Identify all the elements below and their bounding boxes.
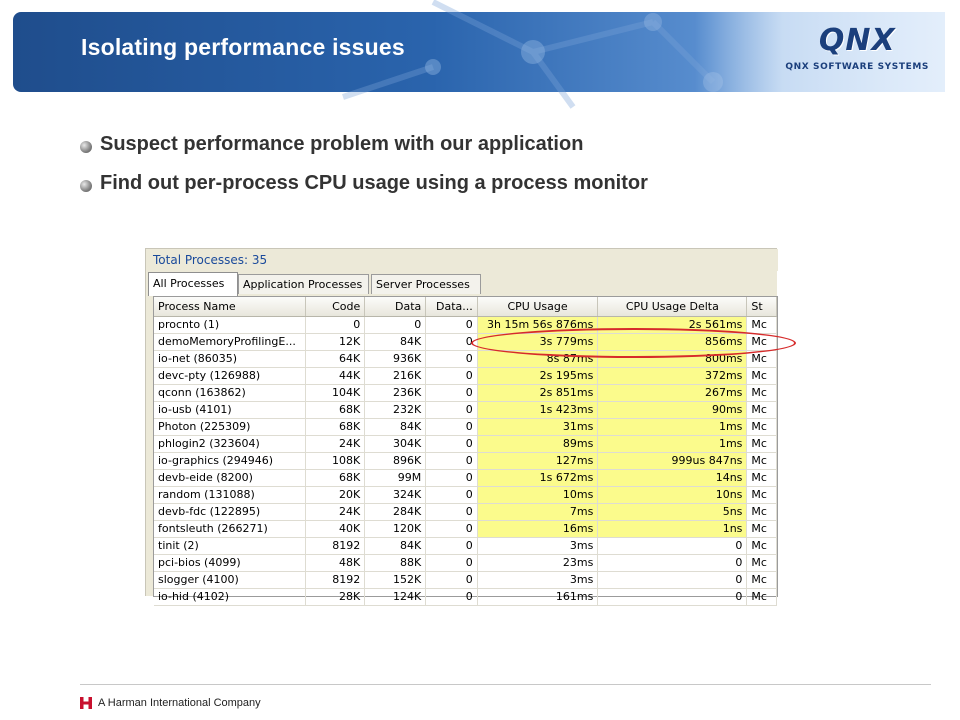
column-header-cpu-usage-delta[interactable]: CPU Usage Delta bbox=[598, 297, 747, 317]
bullet-dot-icon bbox=[80, 180, 92, 192]
table-cell-data-extra: 0 bbox=[426, 470, 478, 487]
table-cell-state: Mc bbox=[747, 589, 777, 606]
table-cell-state: Mc bbox=[747, 334, 777, 351]
table-cell-state: Mc bbox=[747, 521, 777, 538]
table-cell-cpu-usage-delta: 1ms bbox=[598, 436, 747, 453]
table-cell-data-extra: 0 bbox=[426, 487, 478, 504]
table-cell-process-name: random (131088) bbox=[154, 487, 306, 504]
table-cell-state: Mc bbox=[747, 351, 777, 368]
bullet-item bbox=[80, 125, 648, 164]
table-cell-data: 216K bbox=[365, 368, 426, 385]
bullet-text: Find out per-process CPU usage using a process monitor bbox=[100, 172, 648, 194]
table-row[interactable] bbox=[154, 334, 777, 351]
tab-application-processes[interactable]: Application Processes bbox=[238, 274, 369, 294]
table-cell-process-name: io-usb (4101) bbox=[154, 402, 306, 419]
table-cell-data: 124K bbox=[365, 589, 426, 606]
table-cell-cpu-usage: 3h 15m 56s 876ms bbox=[477, 317, 598, 334]
total-processes-label: Total Processes: 35 bbox=[146, 249, 778, 271]
table-cell-cpu-usage-delta: 0 bbox=[598, 589, 747, 606]
table-cell-process-name: devc-pty (126988) bbox=[154, 368, 306, 385]
table-row[interactable] bbox=[154, 402, 777, 419]
table-row[interactable] bbox=[154, 317, 777, 334]
table-row[interactable] bbox=[154, 487, 777, 504]
table-cell-code: 64K bbox=[306, 351, 365, 368]
table-cell-state: Mc bbox=[747, 504, 777, 521]
table-cell-cpu-usage-delta: 0 bbox=[598, 572, 747, 589]
table-cell-data: 88K bbox=[365, 555, 426, 572]
table-cell-state: Mc bbox=[747, 402, 777, 419]
table-cell-data-extra: 0 bbox=[426, 368, 478, 385]
table-row[interactable] bbox=[154, 538, 777, 555]
table-cell-cpu-usage: 23ms bbox=[477, 555, 598, 572]
table-cell-cpu-usage-delta: 2s 561ms bbox=[598, 317, 747, 334]
table-cell-code: 24K bbox=[306, 436, 365, 453]
table-cell-data: 324K bbox=[365, 487, 426, 504]
table-cell-process-name: fontsleuth (266271) bbox=[154, 521, 306, 538]
table-cell-cpu-usage: 127ms bbox=[477, 453, 598, 470]
table-cell-code: 8192 bbox=[306, 572, 365, 589]
table-cell-cpu-usage: 8s 87ms bbox=[477, 351, 598, 368]
column-header-data[interactable]: Data bbox=[365, 297, 426, 317]
table-cell-process-name: devb-eide (8200) bbox=[154, 470, 306, 487]
table-cell-data-extra: 0 bbox=[426, 436, 478, 453]
table-cell-cpu-usage-delta: 90ms bbox=[598, 402, 747, 419]
table-cell-data: 84K bbox=[365, 538, 426, 555]
table-cell-process-name: demoMemoryProfilingE... bbox=[154, 334, 306, 351]
table-cell-cpu-usage-delta: 10ns bbox=[598, 487, 747, 504]
table-cell-process-name: qconn (163862) bbox=[154, 385, 306, 402]
bullet-item bbox=[80, 164, 648, 203]
table-cell-data-extra: 0 bbox=[426, 555, 478, 572]
qnx-logo bbox=[785, 23, 929, 72]
table-cell-code: 28K bbox=[306, 589, 365, 606]
bullet-dot-icon bbox=[80, 141, 92, 153]
table-cell-cpu-usage: 1s 423ms bbox=[477, 402, 598, 419]
table-cell-code: 20K bbox=[306, 487, 365, 504]
table-cell-process-name: io-hid (4102) bbox=[154, 589, 306, 606]
table-cell-code: 48K bbox=[306, 555, 365, 572]
table-row[interactable] bbox=[154, 436, 777, 453]
table-row[interactable] bbox=[154, 368, 777, 385]
table-cell-data-extra: 0 bbox=[426, 317, 478, 334]
table-cell-code: 108K bbox=[306, 453, 365, 470]
table-cell-process-name: io-net (86035) bbox=[154, 351, 306, 368]
table-cell-cpu-usage: 3s 779ms bbox=[477, 334, 598, 351]
table-cell-cpu-usage: 3ms bbox=[477, 572, 598, 589]
table-cell-cpu-usage-delta: 5ns bbox=[598, 504, 747, 521]
table-cell-data-extra: 0 bbox=[426, 385, 478, 402]
process-table bbox=[154, 297, 777, 606]
table-cell-state: Mc bbox=[747, 572, 777, 589]
column-header-process-name[interactable]: Process Name bbox=[154, 297, 306, 317]
table-cell-data-extra: 0 bbox=[426, 453, 478, 470]
table-cell-code: 68K bbox=[306, 402, 365, 419]
bullet-list bbox=[80, 125, 648, 203]
footer bbox=[80, 697, 261, 709]
table-row[interactable] bbox=[154, 351, 777, 368]
table-cell-data: 0 bbox=[365, 317, 426, 334]
column-header-cpu-usage[interactable]: CPU Usage bbox=[477, 297, 598, 317]
table-cell-process-name: io-graphics (294946) bbox=[154, 453, 306, 470]
table-cell-process-name: Photon (225309) bbox=[154, 419, 306, 436]
table-cell-cpu-usage: 89ms bbox=[477, 436, 598, 453]
table-cell-data: 152K bbox=[365, 572, 426, 589]
table-row[interactable] bbox=[154, 385, 777, 402]
table-cell-state: Mc bbox=[747, 453, 777, 470]
table-cell-data: 304K bbox=[365, 436, 426, 453]
table-cell-cpu-usage-delta: 1ms bbox=[598, 419, 747, 436]
table-row[interactable] bbox=[154, 555, 777, 572]
table-cell-code: 0 bbox=[306, 317, 365, 334]
process-table-container bbox=[153, 296, 778, 603]
table-cell-process-name: pci-bios (4099) bbox=[154, 555, 306, 572]
column-header-data-extra[interactable]: Data... bbox=[426, 297, 478, 317]
table-cell-data: 99M bbox=[365, 470, 426, 487]
column-header-state[interactable]: St bbox=[747, 297, 777, 317]
table-cell-cpu-usage-delta: 800ms bbox=[598, 351, 747, 368]
table-cell-data: 232K bbox=[365, 402, 426, 419]
table-cell-data: 236K bbox=[365, 385, 426, 402]
table-row[interactable] bbox=[154, 589, 777, 606]
table-cell-state: Mc bbox=[747, 368, 777, 385]
table-cell-cpu-usage: 2s 851ms bbox=[477, 385, 598, 402]
table-cell-state: Mc bbox=[747, 317, 777, 334]
table-cell-data: 84K bbox=[365, 334, 426, 351]
logo-mark: QNX bbox=[818, 23, 896, 58]
table-cell-data-extra: 0 bbox=[426, 504, 478, 521]
table-cell-cpu-usage-delta: 267ms bbox=[598, 385, 747, 402]
table-cell-data: 84K bbox=[365, 419, 426, 436]
table-cell-state: Mc bbox=[747, 470, 777, 487]
table-row[interactable] bbox=[154, 521, 777, 538]
footer-divider bbox=[80, 684, 931, 685]
table-cell-state: Mc bbox=[747, 538, 777, 555]
table-cell-process-name: slogger (4100) bbox=[154, 572, 306, 589]
table-cell-cpu-usage-delta: 14ns bbox=[598, 470, 747, 487]
process-monitor-screenshot bbox=[145, 248, 777, 603]
table-cell-data-extra: 0 bbox=[426, 402, 478, 419]
slide-title: Isolating performance issues bbox=[81, 34, 405, 60]
table-cell-data: 284K bbox=[365, 504, 426, 521]
table-header-row bbox=[154, 297, 777, 317]
table-row[interactable] bbox=[154, 419, 777, 436]
table-cell-cpu-usage: 16ms bbox=[477, 521, 598, 538]
table-cell-process-name: phlogin2 (323604) bbox=[154, 436, 306, 453]
table-cell-cpu-usage: 1s 672ms bbox=[477, 470, 598, 487]
table-cell-state: Mc bbox=[747, 555, 777, 572]
table-cell-cpu-usage-delta: 999us 847ns bbox=[598, 453, 747, 470]
tab-server-processes[interactable]: Server Processes bbox=[371, 274, 481, 294]
table-cell-cpu-usage: 3ms bbox=[477, 538, 598, 555]
table-cell-cpu-usage-delta: 372ms bbox=[598, 368, 747, 385]
table-cell-cpu-usage-delta: 0 bbox=[598, 538, 747, 555]
table-cell-data: 896K bbox=[365, 453, 426, 470]
table-cell-cpu-usage: 161ms bbox=[477, 589, 598, 606]
table-cell-code: 12K bbox=[306, 334, 365, 351]
table-cell-cpu-usage-delta: 856ms bbox=[598, 334, 747, 351]
table-row[interactable] bbox=[154, 470, 777, 487]
bullet-text: Suspect performance problem with our application bbox=[100, 133, 584, 155]
table-row[interactable] bbox=[154, 504, 777, 521]
table-cell-data-extra: 0 bbox=[426, 521, 478, 538]
table-cell-code: 8192 bbox=[306, 538, 365, 555]
title-banner bbox=[13, 12, 945, 92]
table-cell-data-extra: 0 bbox=[426, 334, 478, 351]
table-cell-state: Mc bbox=[747, 385, 777, 402]
table-cell-cpu-usage-delta: 0 bbox=[598, 555, 747, 572]
table-cell-code: 104K bbox=[306, 385, 365, 402]
table-cell-process-name: devb-fdc (122895) bbox=[154, 504, 306, 521]
table-cell-cpu-usage: 31ms bbox=[477, 419, 598, 436]
table-cell-data: 120K bbox=[365, 521, 426, 538]
table-cell-cpu-usage: 7ms bbox=[477, 504, 598, 521]
table-cell-state: Mc bbox=[747, 487, 777, 504]
table-cell-data-extra: 0 bbox=[426, 572, 478, 589]
table-body bbox=[154, 317, 777, 606]
table-cell-code: 44K bbox=[306, 368, 365, 385]
column-header-code[interactable]: Code bbox=[306, 297, 365, 317]
table-row[interactable] bbox=[154, 572, 777, 589]
table-cell-cpu-usage: 10ms bbox=[477, 487, 598, 504]
logo-subtitle: QNX SOFTWARE SYSTEMS bbox=[785, 62, 929, 72]
table-cell-cpu-usage: 2s 195ms bbox=[477, 368, 598, 385]
table-cell-code: 68K bbox=[306, 470, 365, 487]
table-cell-code: 40K bbox=[306, 521, 365, 538]
table-cell-code: 24K bbox=[306, 504, 365, 521]
table-row[interactable] bbox=[154, 453, 777, 470]
table-cell-data-extra: 0 bbox=[426, 538, 478, 555]
table-cell-process-name: tinit (2) bbox=[154, 538, 306, 555]
table-cell-data: 936K bbox=[365, 351, 426, 368]
harman-logo-icon bbox=[80, 697, 92, 709]
tab-all-processes[interactable]: All Processes bbox=[148, 272, 238, 296]
table-cell-data-extra: 0 bbox=[426, 419, 478, 436]
table-cell-process-name: procnto (1) bbox=[154, 317, 306, 334]
table-cell-code: 68K bbox=[306, 419, 365, 436]
footer-text: A Harman International Company bbox=[98, 697, 261, 709]
table-cell-data-extra: 0 bbox=[426, 589, 478, 606]
table-cell-cpu-usage-delta: 1ns bbox=[598, 521, 747, 538]
table-cell-state: Mc bbox=[747, 419, 777, 436]
logo-area bbox=[695, 12, 945, 92]
table-cell-state: Mc bbox=[747, 436, 777, 453]
table-cell-data-extra: 0 bbox=[426, 351, 478, 368]
